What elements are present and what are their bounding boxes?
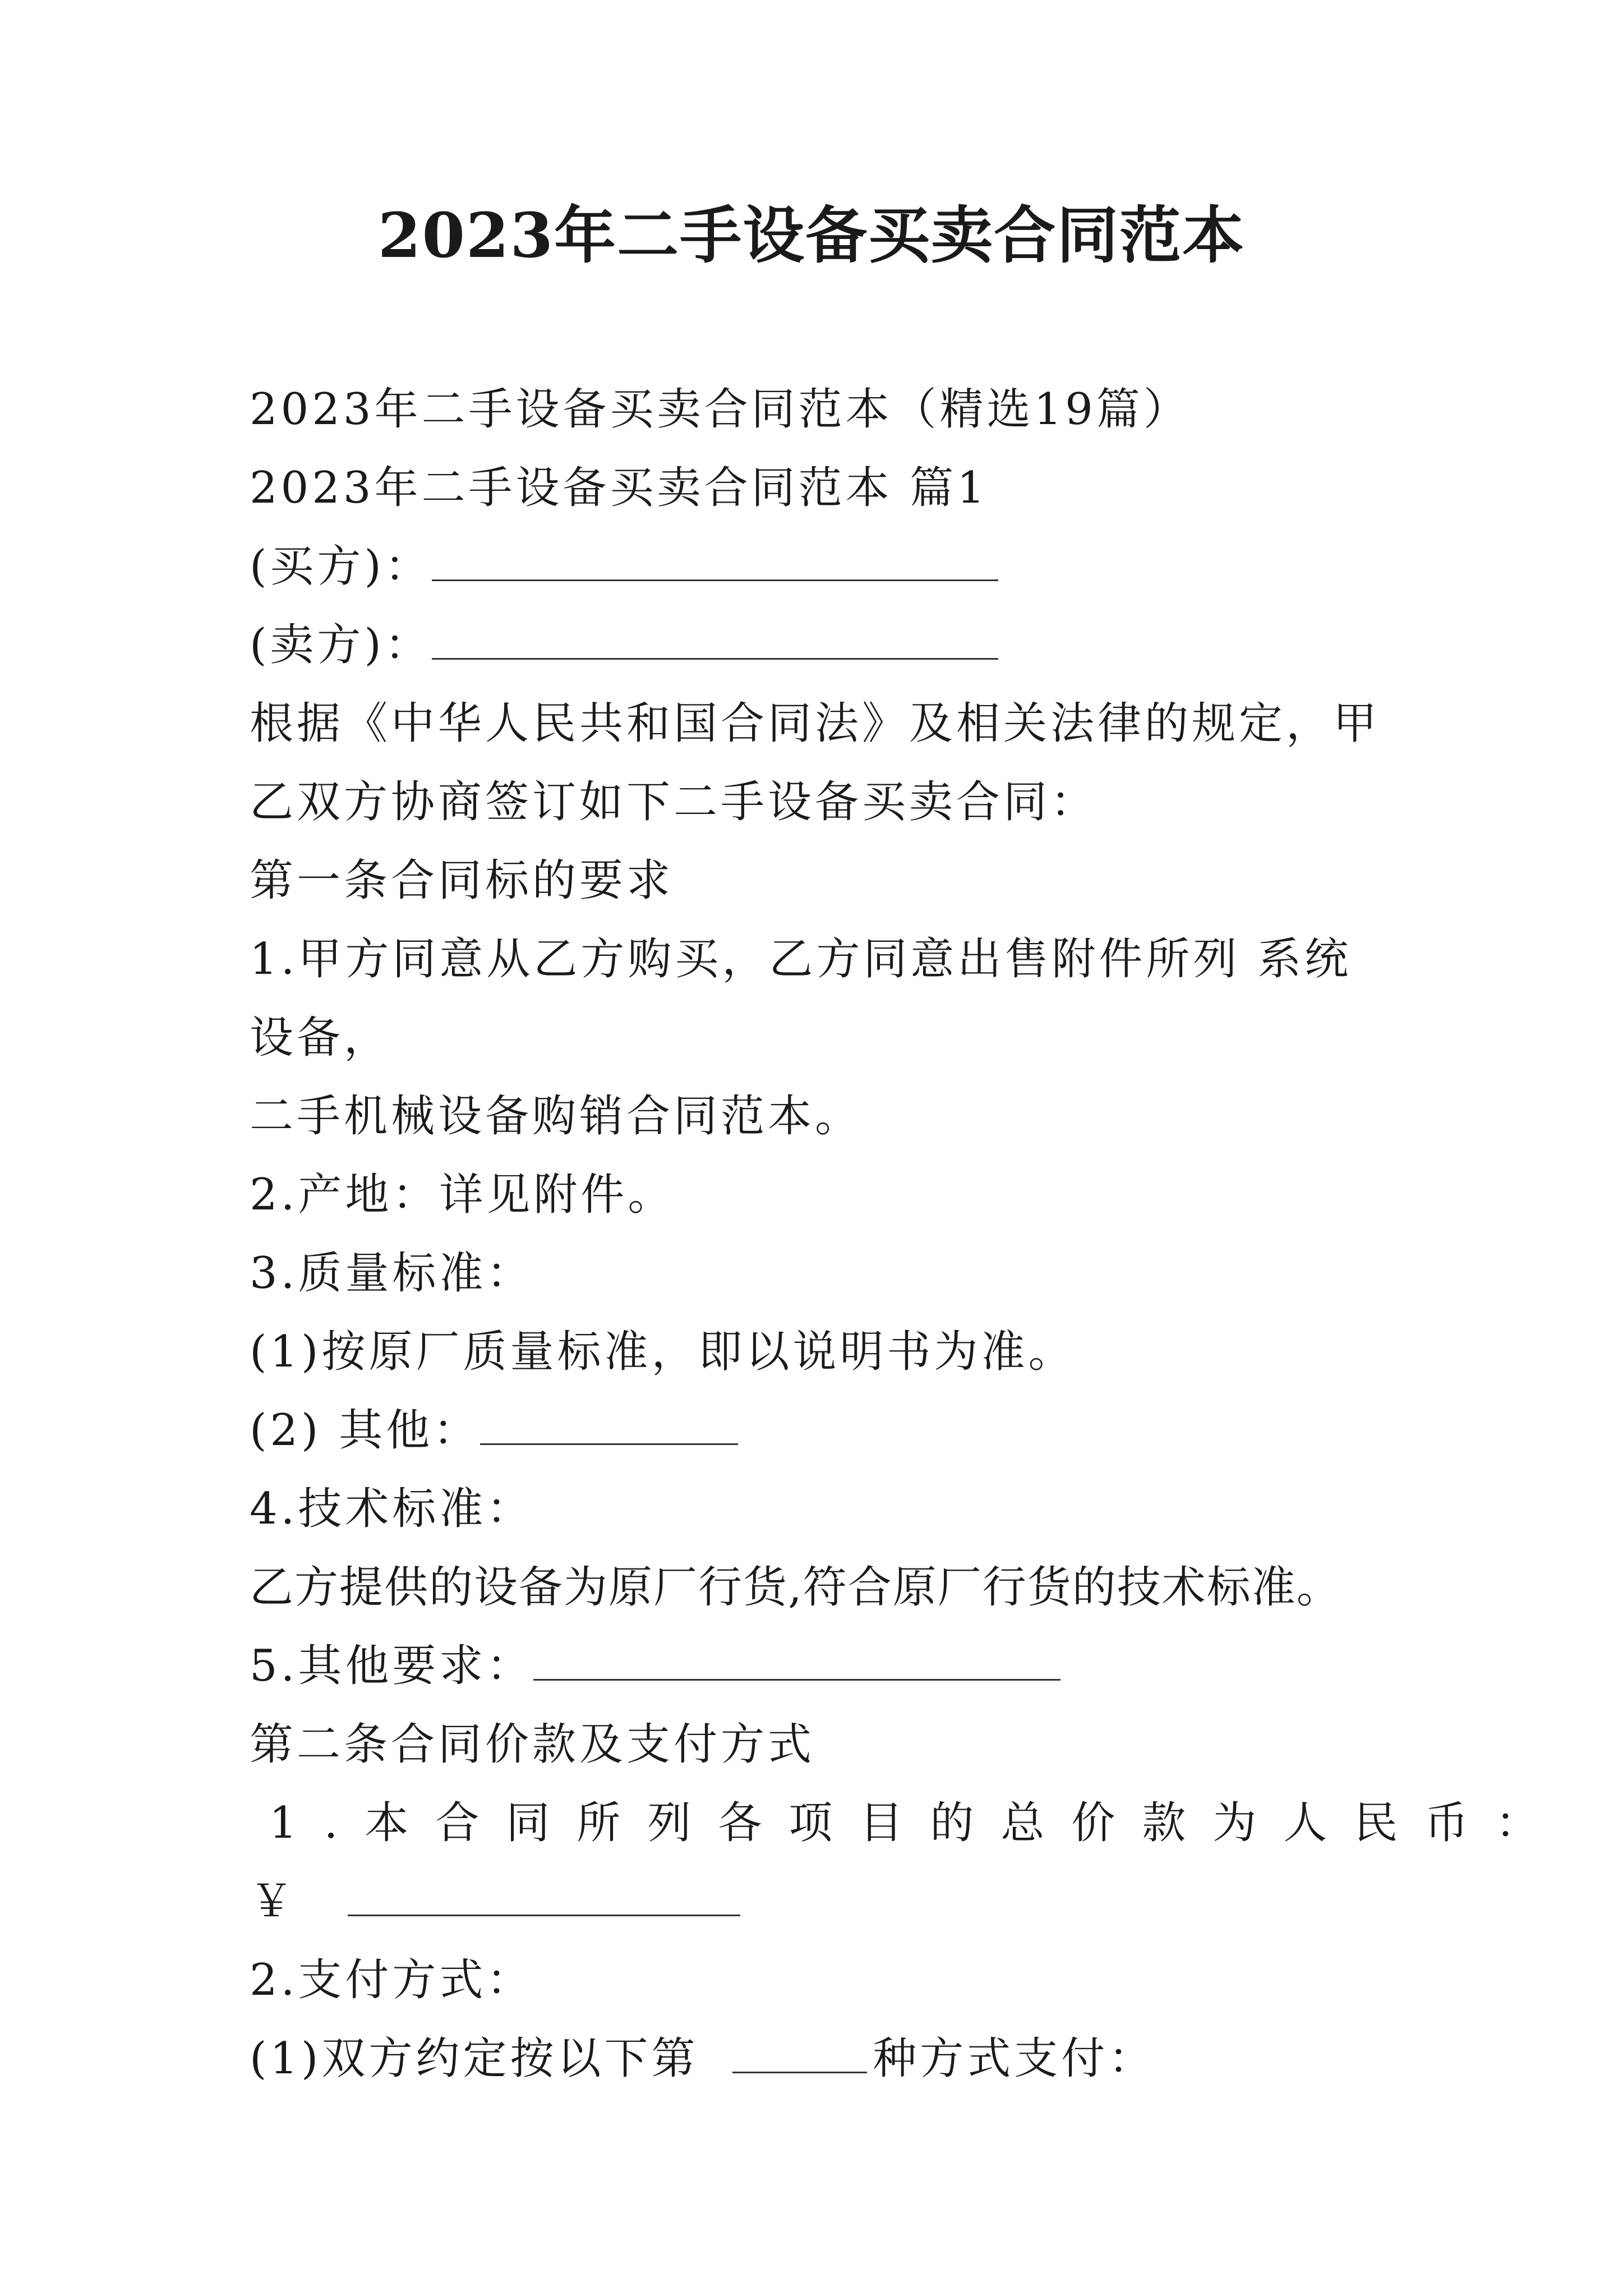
payment-1-label: (1)双方约定按以下第 (250, 2033, 699, 2084)
item-5-line (250, 1627, 1388, 1705)
buyer-label: (买方)： (250, 541, 432, 592)
price-line-1: 1.本合同所列各项目的总价款为人民币： (269, 1798, 1566, 1848)
currency-symbol: ￥ (250, 1876, 297, 1927)
seller-blank[interactable] (432, 619, 998, 660)
item-1-line-2: 设备， (250, 1013, 391, 1063)
price-blank[interactable] (348, 1875, 740, 1916)
item-4-text: 乙方提供的设备为原厂行货,符合原厂行货的技术标准。 (250, 1562, 1341, 1613)
item-3-2-label: (2) 其他： (250, 1405, 481, 1456)
price-line-2 (250, 1862, 740, 1941)
buyer-blank[interactable] (432, 540, 998, 581)
payment-heading: 2.支付方式： (250, 1955, 534, 2005)
payment-1-suffix: 种方式支付： (873, 2033, 1156, 2084)
item-3-1-line: (1)按原厂质量标准，即以说明书为准。 (250, 1327, 1076, 1377)
buyer-line (250, 527, 1388, 606)
note-line: 二手机械设备购销合同范本。 (250, 1091, 863, 1142)
item-3-2-line (250, 1391, 1388, 1470)
item-2-line: 2.产地：详见附件。 (250, 1170, 675, 1220)
article-2-heading: 第二条合同价款及支付方式 (250, 1719, 815, 1770)
subtitle-line: 2023年二手设备买卖合同范本（精选19篇） (250, 384, 1191, 435)
seller-label: (卖方)： (250, 620, 432, 670)
document-title: 2023年二手设备买卖合同范本 (377, 199, 1246, 272)
part-heading: 2023年二手设备买卖合同范本 篇1 (250, 463, 988, 513)
item-5-label: 5.其他要求： (250, 1641, 534, 1691)
payment-option-blank[interactable] (732, 2032, 867, 2073)
article-1-heading: 第一条合同标的要求 (250, 855, 674, 906)
other-quality-blank[interactable] (480, 1404, 738, 1445)
item-1-line-1: 1.甲方同意从乙方购买，乙方同意出售附件所列 系统 (250, 934, 1352, 984)
seller-line (250, 606, 1388, 684)
intro-line-1: 根据《中华人民共和国合同法》及相关法律的规定，甲 (250, 698, 1381, 749)
other-requirements-blank[interactable] (533, 1640, 1061, 1681)
payment-1-line (250, 2019, 1388, 2098)
item-3-line: 3.质量标准： (250, 1248, 534, 1299)
item-4-line: 4.技术标准： (250, 1484, 534, 1534)
intro-line-2: 乙双方协商签订如下二手设备买卖合同： (250, 777, 1098, 827)
